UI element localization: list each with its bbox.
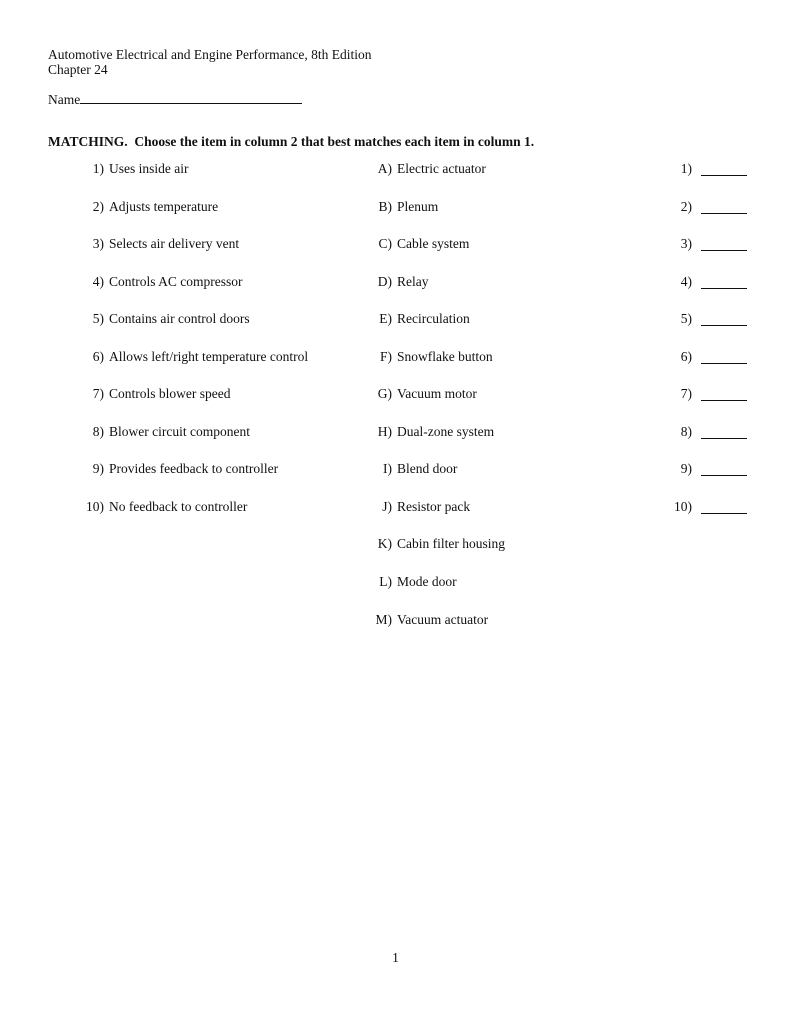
answer-row-10 [638,499,788,537]
answer-row-2-number: 2) [680,198,692,214]
column-2-options [340,161,600,649]
column1-item-8 [48,424,378,462]
column1-item-5-number: 5) [92,311,104,327]
column1-item-7-text: Controls blower speed [109,386,231,402]
column2-option-I-letter: I) [383,461,392,477]
answer-blank-8[interactable] [701,424,747,439]
answer-blank-6[interactable] [701,349,747,364]
answer-row-3 [638,236,788,274]
column2-option-A-letter: A) [377,161,392,176]
answer-row-4 [638,274,788,312]
column2-option-M-text: Vacuum actuator [397,611,489,627]
answer-row-6-number: 6) [680,348,692,364]
column2-option-B-letter: B) [378,198,392,214]
column2-option-A [340,161,600,199]
column2-option-G [340,386,600,424]
answer-row-7 [638,386,788,424]
column1-item-1-number: 1) [92,161,104,176]
column1-item-4-number: 4) [92,273,104,289]
answer-row-6 [638,349,788,387]
answer-row-1-number: 1) [680,161,692,176]
column2-option-E-letter: E) [379,311,392,327]
column2-option-K-text: Cabin filter housing [397,536,505,552]
document-header [48,47,372,77]
answer-blank-9[interactable] [701,461,747,476]
column2-option-E-text: Recirculation [397,311,470,327]
column2-option-L [340,574,600,612]
answer-blank-2[interactable] [701,199,747,214]
column1-item-5-text: Contains air control doors [109,311,250,327]
answer-row-1 [638,161,788,199]
column1-item-8-number: 8) [92,423,104,439]
answer-blank-4[interactable] [701,274,747,289]
column2-option-J [340,499,600,537]
column1-item-9-text: Provides feedback to controller [109,461,279,477]
answer-blank-7[interactable] [701,386,747,401]
name-field [48,90,302,108]
name-label: Name [48,92,81,107]
answer-row-7-number: 7) [680,386,692,402]
answer-blank-10[interactable] [701,499,747,514]
answer-blank-5[interactable] [701,311,747,326]
column1-item-2-text: Adjusts temperature [109,198,219,214]
column1-item-6 [48,349,378,387]
chapter-label: Chapter 24 [48,62,108,77]
column1-item-9 [48,461,378,499]
column2-option-C-text: Cable system [397,236,470,252]
column1-item-5 [48,311,378,349]
column-1-items [48,161,378,536]
column2-option-D-letter: D) [377,273,392,289]
column2-option-L-text: Mode door [397,574,457,590]
column2-option-B-text: Plenum [397,198,439,214]
answer-row-8-number: 8) [680,423,692,439]
column2-option-H-text: Dual-zone system [397,423,495,439]
name-input-blank[interactable] [80,90,302,104]
column2-option-G-letter: G) [377,386,392,402]
answer-row-8 [638,424,788,462]
answer-row-5-number: 5) [680,311,692,327]
column2-option-M [340,612,600,650]
answer-row-4-number: 4) [680,273,692,289]
column1-item-7-number: 7) [92,386,104,402]
column1-item-6-number: 6) [92,348,104,364]
column1-item-3-number: 3) [92,236,104,252]
column2-option-C-letter: C) [378,236,392,252]
column2-option-I-text: Blend door [397,461,458,477]
answer-row-5 [638,311,788,349]
answer-row-3-number: 3) [680,236,692,252]
answer-blanks-column [638,161,788,536]
column1-item-1-text: Uses inside air [109,161,189,176]
column1-item-10 [48,499,378,537]
answer-row-2 [638,199,788,237]
column2-option-K [340,536,600,574]
column2-option-B [340,199,600,237]
answer-blank-3[interactable] [701,236,747,251]
column2-option-C [340,236,600,274]
matching-instructions: MATCHING. Choose the item in column 2 that best matches each item in column 1. [48,134,535,149]
column2-option-H [340,424,600,462]
column1-item-2-number: 2) [92,198,104,214]
column1-item-10-number: 10) [86,498,104,514]
column1-item-3 [48,236,378,274]
column2-option-F [340,349,600,387]
column2-option-A-text: Electric actuator [397,161,486,176]
answer-row-10-number: 10) [674,498,692,514]
answer-row-9-number: 9) [680,461,692,477]
column2-option-L-letter: L) [379,574,392,590]
document-title: Automotive Electrical and Engine Performance, 8th Edition [48,47,372,62]
column1-item-8-text: Blower circuit component [109,423,250,439]
page-number: 1 [392,950,399,965]
column2-option-H-letter: H) [377,423,392,439]
column2-option-G-text: Vacuum motor [397,386,477,402]
column1-item-9-number: 9) [92,461,104,477]
column2-option-M-letter: M) [375,611,392,627]
column1-item-4 [48,274,378,312]
column1-item-4-text: Controls AC compressor [109,273,243,289]
column1-item-10-text: No feedback to controller [109,498,248,514]
column2-option-F-text: Snowflake button [397,348,493,364]
column1-item-2 [48,199,378,237]
column2-option-E [340,311,600,349]
column1-item-7 [48,386,378,424]
column2-option-J-text: Resistor pack [397,498,471,514]
column2-option-F-letter: F) [379,348,392,364]
column1-item-3-text: Selects air delivery vent [109,236,240,252]
answer-row-9 [638,461,788,499]
answer-blank-1[interactable] [701,161,747,176]
column2-option-K-letter: K) [377,536,392,552]
column2-option-D-text: Relay [397,273,429,289]
column2-option-D [340,274,600,312]
column2-option-J-letter: J) [382,498,392,514]
column1-item-1 [48,161,378,199]
column1-item-6-text: Allows left/right temperature control [109,348,309,364]
column2-option-I [340,461,600,499]
